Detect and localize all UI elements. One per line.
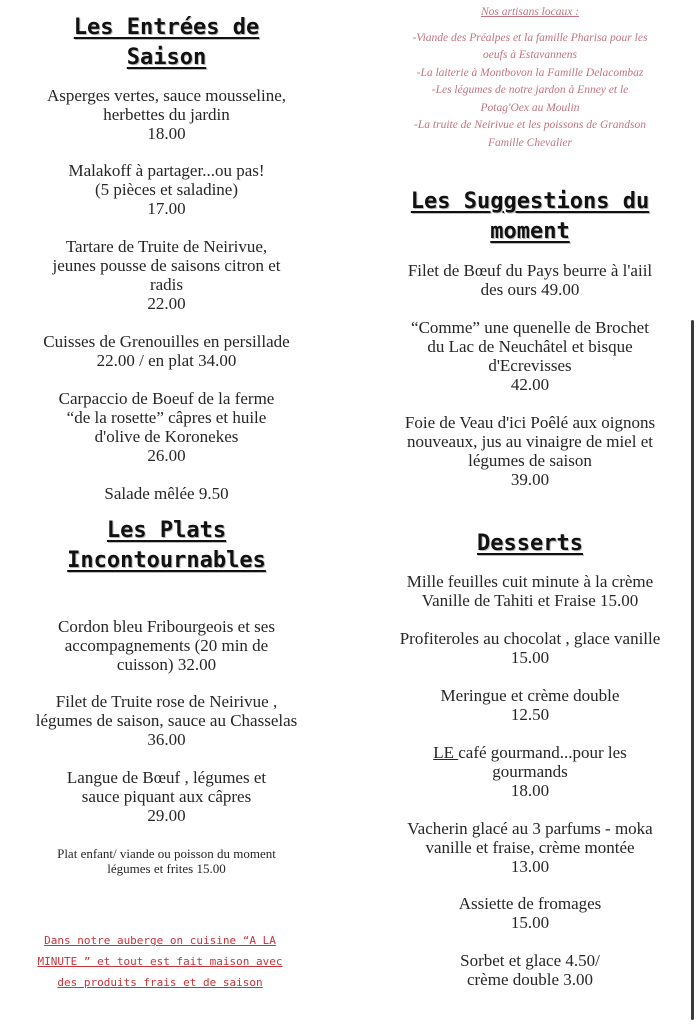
- menu-item: [0, 484, 333, 503]
- item-line: jeunes pousse de saisons citron et: [52, 256, 281, 275]
- artisans-line: -La truite de Neirivue et les poissons de Grandson: [414, 119, 646, 131]
- menu-item: [0, 237, 333, 313]
- item-price: 17.00: [147, 199, 186, 218]
- menu-item: [362, 261, 698, 299]
- menu-item: [362, 743, 698, 800]
- item-line: légumes de saison: [468, 451, 592, 470]
- artisans-line: Famille Chevalier: [488, 136, 572, 149]
- item-line: des ours 49.00: [480, 280, 580, 299]
- scrollbar[interactable]: [691, 320, 694, 1020]
- item-line: Asperges vertes, sauce mousseline,: [46, 86, 287, 105]
- item-line: légumes et frites 15.00: [107, 861, 226, 876]
- item-line: Assiette de fromages: [458, 894, 602, 913]
- item-line: accompagnements (20 min de: [64, 636, 269, 655]
- item-line: herbettes du jardin: [103, 105, 230, 124]
- item-line: Mille feuilles cuit minute à la crème: [406, 572, 654, 591]
- item-price: 26.00: [147, 446, 186, 465]
- menu-item: [0, 332, 333, 370]
- item-line-rest: café gourmand...pour les: [458, 743, 627, 762]
- item-price: 18.00: [147, 124, 186, 143]
- item-line: Filet de Truite rose de Neirivue ,: [55, 692, 278, 711]
- menu-item: [362, 629, 698, 667]
- entrees-title-line2: Saison: [126, 45, 207, 70]
- item-line: Cuisses de Grenouilles en persillade: [43, 332, 290, 351]
- item-line: Malakoff à partager...ou pas!: [68, 161, 265, 180]
- menu-item: [362, 951, 698, 989]
- item-price: 15.00: [510, 648, 550, 667]
- item-line: Salade mêlée 9.50: [104, 484, 229, 503]
- item-line: Foie de Veau d'ici Poêlé aux oignons: [404, 413, 656, 432]
- item-line: légumes de saison, sauce au Chasselas: [35, 711, 298, 730]
- item-line: [362, 743, 698, 762]
- item-line: Sorbet et glace 4.50/: [460, 951, 600, 970]
- item-line: vanille et fraise, crème montée: [425, 838, 635, 857]
- item-line: sauce piquant aux câpres: [81, 787, 252, 806]
- le-prefix: LE: [433, 743, 459, 762]
- item-line: Tartare de Truite de Neirivue,: [65, 237, 268, 256]
- entrees-heading: [0, 13, 333, 73]
- plats-title-line2: Incontournables: [67, 548, 266, 573]
- item-price: 42.00: [510, 375, 550, 394]
- menu-item: [362, 686, 698, 724]
- item-line: radis: [149, 275, 184, 294]
- artisans-line: -Viande des Préalpes et la famille Pharisa pour les: [412, 31, 648, 44]
- entrees-title-line1: Les Entrées de: [73, 15, 260, 40]
- desserts-title: Desserts: [477, 531, 583, 556]
- item-line: “de la rosette” câpres et huile: [66, 408, 267, 427]
- item-price: 39.00: [510, 470, 550, 489]
- item-line: Carpaccio de Boeuf de la ferme: [58, 389, 275, 408]
- menu-item: [0, 389, 333, 465]
- plats-heading: [0, 516, 333, 576]
- item-price: 13.00: [510, 857, 550, 876]
- suggestions-heading: [362, 187, 698, 247]
- menu-item: [362, 572, 698, 610]
- item-price: 29.00: [147, 806, 186, 825]
- note-line: Dans notre auberge on cuisine “A LA: [44, 934, 276, 947]
- item-line: (5 pièces et saladine): [94, 180, 238, 199]
- desserts-heading: [362, 529, 698, 559]
- item-line: Vanille de Tahiti et Fraise 15.00: [421, 591, 639, 610]
- menu-item: [0, 692, 333, 749]
- menu-item: [362, 318, 698, 394]
- note-line: des produits frais et de saison: [57, 976, 263, 989]
- menu-item: [362, 819, 698, 876]
- item-line: Profiteroles au chocolat , glace vanille: [399, 629, 661, 648]
- item-line: cuisson) 32.00: [116, 655, 217, 674]
- menu-item: [0, 161, 333, 218]
- suggestions-title-line2: moment: [490, 219, 570, 244]
- item-line: 22.00 / en plat 34.00: [96, 351, 237, 370]
- note-line: MINUTE ” et tout est fait maison avec: [37, 955, 283, 968]
- item-price: 15.00: [510, 913, 550, 932]
- menu-item: [0, 768, 333, 825]
- item-line: Langue de Bœuf , légumes et: [66, 768, 267, 787]
- item-price: 12.50: [510, 705, 550, 724]
- item-line: gourmands: [492, 762, 568, 781]
- artisans-line: -Les légumes de notre jardon à Enney et le: [431, 84, 629, 96]
- artisans-title: Nos artisans locaux :: [480, 6, 580, 18]
- menu-item: [0, 617, 333, 674]
- item-line: Filet de Bœuf du Pays beurre à l'aiil: [407, 261, 653, 280]
- plats-title-line1: Les Plats: [106, 518, 227, 543]
- artisans-block: [362, 4, 698, 152]
- item-price: 18.00: [510, 781, 550, 800]
- item-line: d'Ecrevisses: [488, 356, 572, 375]
- item-line: “Comme” une quenelle de Brochet: [411, 318, 649, 337]
- item-line: Cordon bleu Fribourgeois et ses: [58, 617, 275, 636]
- artisans-line: -La laiterie à Montbovon la Famille Delacombaz: [416, 66, 644, 79]
- item-line: Plat enfant/ viande ou poisson du moment: [57, 846, 276, 861]
- item-line: du Lac de Neuchâtel et bisque: [427, 337, 633, 356]
- menu-item: [0, 86, 333, 143]
- menu-item: [362, 894, 698, 932]
- item-line: Meringue et crème double: [440, 686, 620, 705]
- house-note: [10, 930, 310, 993]
- menu-item: [0, 846, 333, 876]
- menu-item: [362, 413, 698, 489]
- artisans-line: Potag'Oex au Moulin: [480, 101, 580, 114]
- item-line: crème double 3.00: [466, 970, 594, 989]
- item-line: d'olive de Koronekes: [94, 427, 239, 446]
- item-price: 22.00: [147, 294, 186, 313]
- item-line: nouveaux, jus au vinaigre de miel et: [407, 432, 653, 451]
- artisans-spacer: [362, 22, 698, 30]
- suggestions-title-line1: Les Suggestions du: [410, 189, 650, 214]
- item-price: 36.00: [147, 730, 186, 749]
- artisans-line: oeufs à Estavannens: [483, 49, 577, 61]
- item-line: Vacherin glacé au 3 parfums - moka: [407, 819, 653, 838]
